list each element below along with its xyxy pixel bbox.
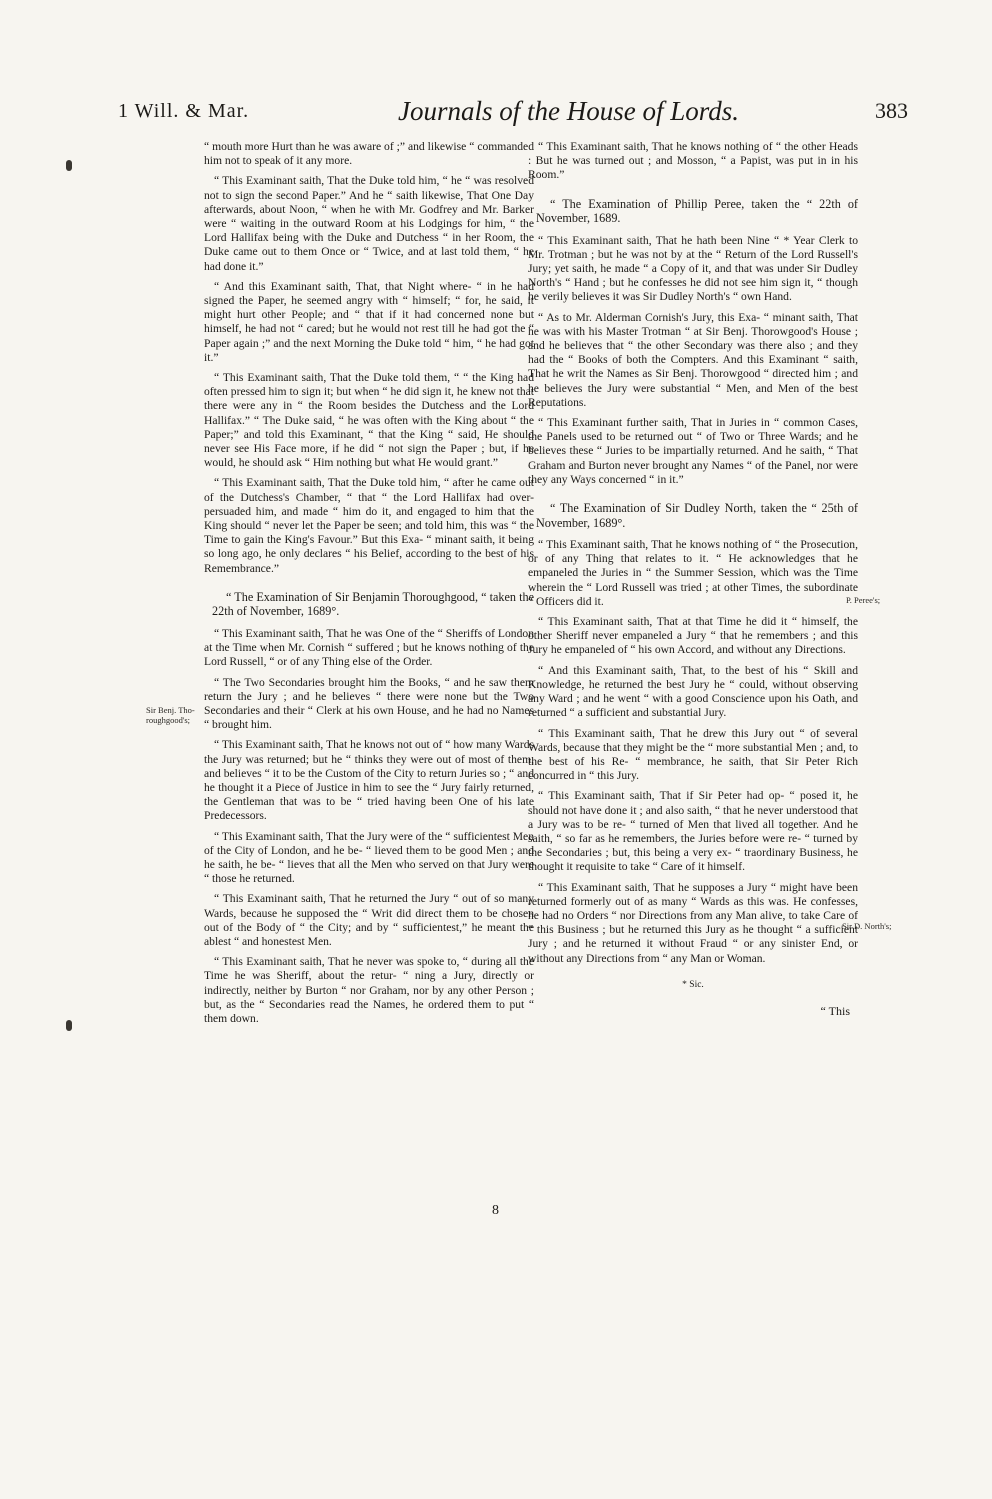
paragraph: “ This Examinant further saith, That in Juries in “ common Cases, the Panels used to be returned out “ of Two or Three Wards; and he believes these “ Juries to be impartially returned. And he saith, “ That Graham and Burton never brought any Names “ of the Panel, nor were they any Ways concerned “ in it.” bbox=[528, 416, 858, 486]
ink-mark bbox=[66, 1020, 72, 1031]
catchword: “ This bbox=[820, 1003, 850, 1018]
paragraph: “ This Examinant saith, That if Sir Peter had op- “ posed it, he should not have done it ; and also saith, “ that he never understood that a Jury was to be re- “ turned of Men that lived all together. And he saith, “ so far as he remembers, the Juries before were re- “ turned by the Secondaries ; but, this being a very ex- “ traordinary Business, he thought it requisite to take “ Care of it himself. bbox=[528, 789, 858, 874]
page-number: 383 bbox=[875, 98, 908, 123]
paragraph: “ This Examinant saith, That he knows nothing of “ the Prosecution, or of any Thing that relates to it. “ He acknowledges that he empaneled the Juries in “ the Summer Session, which was the Time wherein the “ Lord Russell was tried ; at other Times, the subordinate “ Officers did it. bbox=[528, 538, 858, 608]
section-heading: “ The Examination of Sir Benjamin Thoroughgood, “ taken the 22th of November, 1689°. bbox=[212, 589, 534, 619]
paragraph: “ This Examinant saith, That the Duke told them, “ “ the King had often pressed him to sign it; but when “ he did sign it, he knew not that there were any in “ the Room besides the Dutchess and the Lord Hallifax.” “ The Duke said, “ he was often with the King about “ the Paper;” and told this Examinant, “ that the King “ said, He should never see His Face more, if he did “ not sign the Paper ; but, if he would, he should ask “ Him nothing but what He would grant.” bbox=[204, 371, 534, 470]
paragraph: “ This Examinant saith, That at that Time he did it “ himself, the other Sheriff never empaneled a Jury “ that he remembers ; and this Jury he empaneled of “ his own Accord, and without any Directions. bbox=[528, 615, 858, 657]
paragraph: “ As to Mr. Alderman Cornish's Jury, this Exa- “ minant saith, That he was with his Master Trotman “ at Sir Benj. Thorowgood's House ; and he believes that “ the other Secondary was there also ; and they had the “ Books of both the Compters. And this Examinant “ saith, That he writ the Names as Sir Benj. Thorowgood “ directed him ; and he believes the Jury were substantial “ Men, and Men of the best Reputations. bbox=[528, 310, 858, 409]
regnal-year: 1 Will. & Mar. bbox=[118, 100, 250, 122]
page-header bbox=[118, 96, 908, 136]
paragraph: “ This Examinant saith, That he returned the Jury “ out of so many Wards, because he supposed the “ Writ did direct them to be chosen out of the Body of “ the City; and by “ sufficientest,” he meant the ablest “ and honestest Men. bbox=[204, 892, 534, 948]
journal-title: Journals of the House of Lords. bbox=[398, 96, 740, 126]
section-heading: “ The Examination of Phillip Peree, taken the “ 22th of November, 1689. bbox=[536, 196, 858, 226]
right-column bbox=[528, 140, 858, 1030]
margin-note-peree: P. Peree's; bbox=[846, 595, 881, 605]
paragraph: “ This Examinant saith, That he knows not out of “ how many Wards the Jury was returned; but he “ thinks they were out of most of them, and believes “ it to be the Custom of the City to return Juries so ; “ and he thought it a Piece of Justice in him to see the “ Jury fairly returned, the Gentleman that was to be “ tried having been One of his late Predecessors. bbox=[204, 738, 534, 823]
ink-mark bbox=[66, 160, 72, 171]
paragraph: “ This Examinant saith, That he never was spoke to, “ during all the Time he was Sheriff, about the retur- “ ning a Jury, directly or indirectly, neither by Burton “ nor Graham, nor by any other Person ; but, as the “ Secondaries read the Names, he ordered them to put “ them down. bbox=[204, 955, 534, 1025]
paragraph: “ This Examinant saith, That he hath been Nine “ * Year Clerk to Mr. Trotman ; but he was not by at the “ Return of the Lord Russell's Jury; yet saith, he made “ a Copy of it, and that was under Sir Dudley North's “ Hand ; but he confesses he did not see him sign it, “ though he verily believes it was Sir Dudley North's “ own Hand. bbox=[528, 233, 858, 304]
paragraph: “ This Examinant saith, That he supposes a Jury “ might have been returned formerly out of as many “ Wards as this was. He confesses, he had no Orders “ nor Directions from any Man alive, to take Care of “ this Business ; but he returned this Jury as he thought “ a sufficient Jury ; and he returned it without Fraud “ or any sinister End, or without any Directions from “ any Man or Woman. bbox=[528, 880, 858, 965]
paragraph: “ This Examinant saith, That the Jury were of the “ sufficientest Men of the City of London, and he be- “ lieved them to be good Men ; and he saith, he be- “ lieves that all the Men who served on that Jury were “ those he returned. bbox=[204, 829, 534, 886]
paragraph: “ This Examinant saith, That the Duke told him, “ he “ was resolved not to sign the second Paper.” And he “ saith likewise, That One Day afterwards, about Noon, “ when he with Mr. Godfrey and Mr. Barker were “ waiting in the outward Room at his Lodgings for him, “ the Lord Hallifax being with the Duke and Dutchess “ in her Room, the Duke came out to them Once or “ Twice, and at last told them, “ he had done it.” bbox=[204, 174, 534, 273]
paragraph: “ And this Examinant saith, That, that Night where- “ in he had signed the Paper, he seemed angry with “ himself; “ for, he said, it might hurt other People; and “ that if it had concerned none but himself, he had not “ cared; but he would not rest till he had got the “ Paper again ;” and the next Morning the Duke told “ him, “ he had got it.” bbox=[204, 279, 534, 364]
margin-note-north: Sir D. North's; bbox=[842, 921, 892, 931]
margin-note-thoroughgood: Sir Benj. Tho- roughgood's; bbox=[146, 705, 195, 725]
paragraph: “ This Examinant saith, That he was One of the “ Sheriffs of London at the Time when Mr. Cornish “ suffered ; but he knows nothing of the Lord Russell, “ or of any Thing else of the Order. bbox=[204, 626, 534, 669]
paragraph: “ This Examinant saith, That he knows nothing of “ the other Heads : But he was turned out ; and Mosson, “ a Papist, was put in in his Room.” bbox=[528, 140, 858, 182]
paragraph: “ And this Examinant saith, That, to the best of his “ Skill and Knowledge, he returned the best Jury he “ could, without observing any Ward ; and he went “ with a good Conscience upon his Oath, and returned “ a sufficient and substantial Jury. bbox=[528, 663, 858, 720]
paragraph: “ mouth more Hurt than he was aware of ;” and likewise “ commanded him not to speak of it any more. bbox=[204, 140, 534, 168]
paragraph: “ This Examinant saith, That he drew this Jury out “ of several Wards, because that they might be the “ more substantial Men ; and, to the best of his Re- “ membrance, he saith, that Sir Peter Rich concurred in “ this Jury. bbox=[528, 726, 858, 783]
paragraph: “ This Examinant saith, That the Duke told him, “ after he came out of the Dutchess's Chamber, “ that “ the Lord Hallifax had over-persuaded him, and made “ him do it, and engaged to him that the King should “ never let the Paper be seen; and told him, this was “ the Time to gain the King's Favour.” But this Exa- “ minant saith, it being so long ago, he only declares “ his Belief, according to the best of his Remembrance.” bbox=[204, 476, 534, 575]
footnote: * Sic. bbox=[682, 979, 704, 990]
paragraph: “ The Two Secondaries brought him the Books, “ and he saw them return the Jury ; and he believes “ there were none but the Two Secondaries and their “ Clerk at his own House, and he had no Names “ brought him. bbox=[204, 675, 534, 732]
left-column bbox=[204, 140, 534, 1032]
signature-mark: 8 bbox=[492, 1203, 499, 1218]
section-heading: “ The Examination of Sir Dudley North, taken the “ 25th of November, 1689°. bbox=[536, 501, 858, 530]
